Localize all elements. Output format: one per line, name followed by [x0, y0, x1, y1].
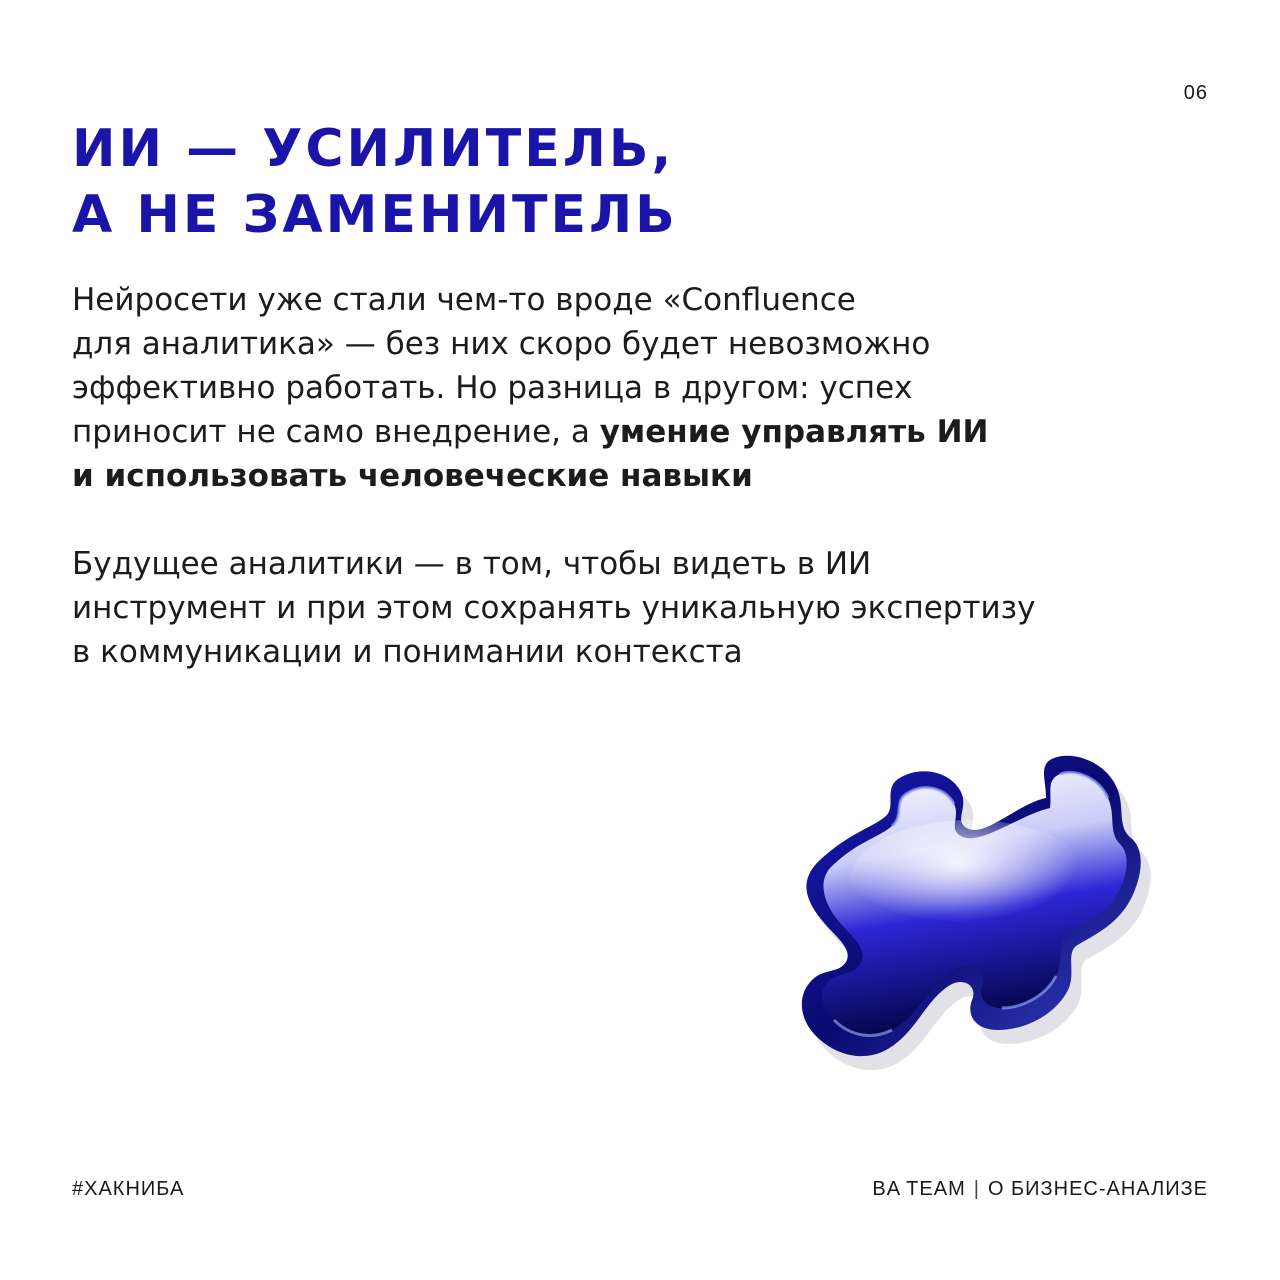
footer-brand-name: BA TEAM: [872, 1178, 966, 1200]
paragraph-1-line-4: [72, 410, 1222, 454]
paragraph-1-line-4-plain: приносит не само внедрение, а: [72, 414, 600, 450]
footer-hashtag: #ХАКНИБА: [72, 1178, 185, 1200]
paragraph-2-line-2: инструмент и при этом сохранять уникальную экспертизу: [72, 590, 1036, 626]
paragraph-1-line-4-bold: умение управлять ИИ: [599, 414, 989, 450]
paragraph-1-line-3: эффективно работать. Но разница в другом: успех: [72, 370, 913, 406]
paragraph-2-line-3: в коммуникации и понимании контекста: [72, 634, 743, 670]
paragraph-2-line-1: Будущее аналитики — в том, чтобы видеть в ИИ: [72, 546, 872, 582]
paragraph-1: [72, 278, 1222, 498]
footer-separator: |: [973, 1178, 980, 1200]
paragraph-2: [72, 542, 1222, 674]
title-line-1: ИИ — УСИЛИТЕЛЬ,: [72, 119, 675, 179]
paragraph-1-line-5-bold: и использовать человеческие навыки: [72, 458, 753, 494]
slide-title: [72, 116, 678, 248]
body-text: [72, 278, 1222, 674]
paragraph-1-line-1: Нейросети уже стали чем-то вроде «Confluence: [72, 282, 856, 318]
puzzle-piece-icon: [780, 740, 1170, 1090]
page-number: 06: [1183, 82, 1208, 104]
title-line-2: А НЕ ЗАМЕНИТЕЛЬ: [72, 185, 678, 245]
paragraph-1-line-2: для аналитика» — без них скоро будет невозможно: [72, 326, 931, 362]
footer-subtitle: О БИЗНЕС-АНАЛИЗЕ: [987, 1178, 1208, 1200]
footer-brand: [872, 1178, 1208, 1201]
